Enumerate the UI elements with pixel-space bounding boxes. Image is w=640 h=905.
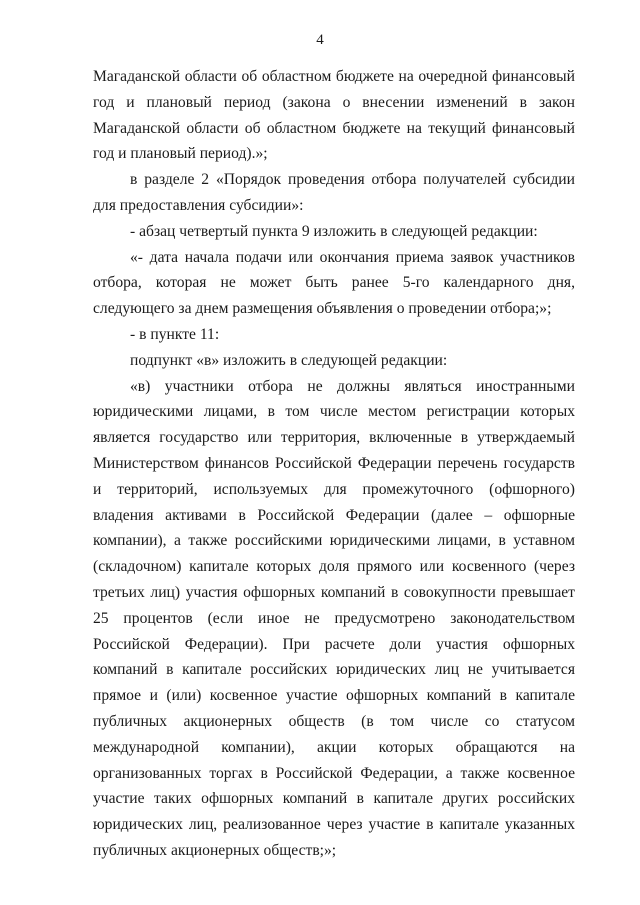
paragraph-continuation: Магаданской области об областном бюджете на очередной финансовый год и плановый период (закона о внесении изменений в закон Магаданской области об областном бюджете на текущий финансовый год и плановый период).»; <box>93 68 575 163</box>
page-number: 4 <box>316 32 324 48</box>
paragraph-quote-participants: «в) участники отбора не должны являться иностранными юридическими лицами, в том числе местом регистрации которых является государство или территория, включенные в утверждаемый Министерством финансов Российской Федерации перечень государств и территорий, используемых для промежуточного (офшорного) владения активами в Российской Федерации (далее – офшорные компании), а также российскими юридическими лицами, в уставном (складочном) капитале которых доля прямого или косвенного (через третьих лиц) участия офшорных компаний в совокупности превышает 25 процентов (если иное не предусмотрено законодательством Российской Федерации). При расчете доли участия офшорных компаний в капитале российских юридических лиц не учитывается прямое и (или) косвенное участие офшорных компаний в капитале публичных акционерных обществ (в том числе со статусом международной компании), акции которых обращаются на организованных торгах в Российской Федерации, а также косвенное участие таких офшорных компаний в капитале других российских юридических лиц, реализованное через участие в капитале указанных публичных акционерных обществ;»; <box>93 377 575 859</box>
paragraph-quote-date: «- дата начала подачи или окончания приема заявок участников отбора, которая не может быть ранее 5-го календарного дня, следующего за днем размещения объявления о проведении отбора;»; <box>93 248 575 318</box>
paragraph-subitem-v: подпункт «в» изложить в следующей редакции: <box>130 351 448 369</box>
paragraph-section-2: в разделе 2 «Порядок проведения отбора получателей субсидии для предоставления субсидии»: <box>93 171 575 214</box>
document-body <box>93 64 575 864</box>
paragraph-item-11: - в пункте 11: <box>130 325 220 343</box>
paragraph-item-9: - абзац четвертый пункта 9 изложить в следующей редакции: <box>130 222 538 240</box>
